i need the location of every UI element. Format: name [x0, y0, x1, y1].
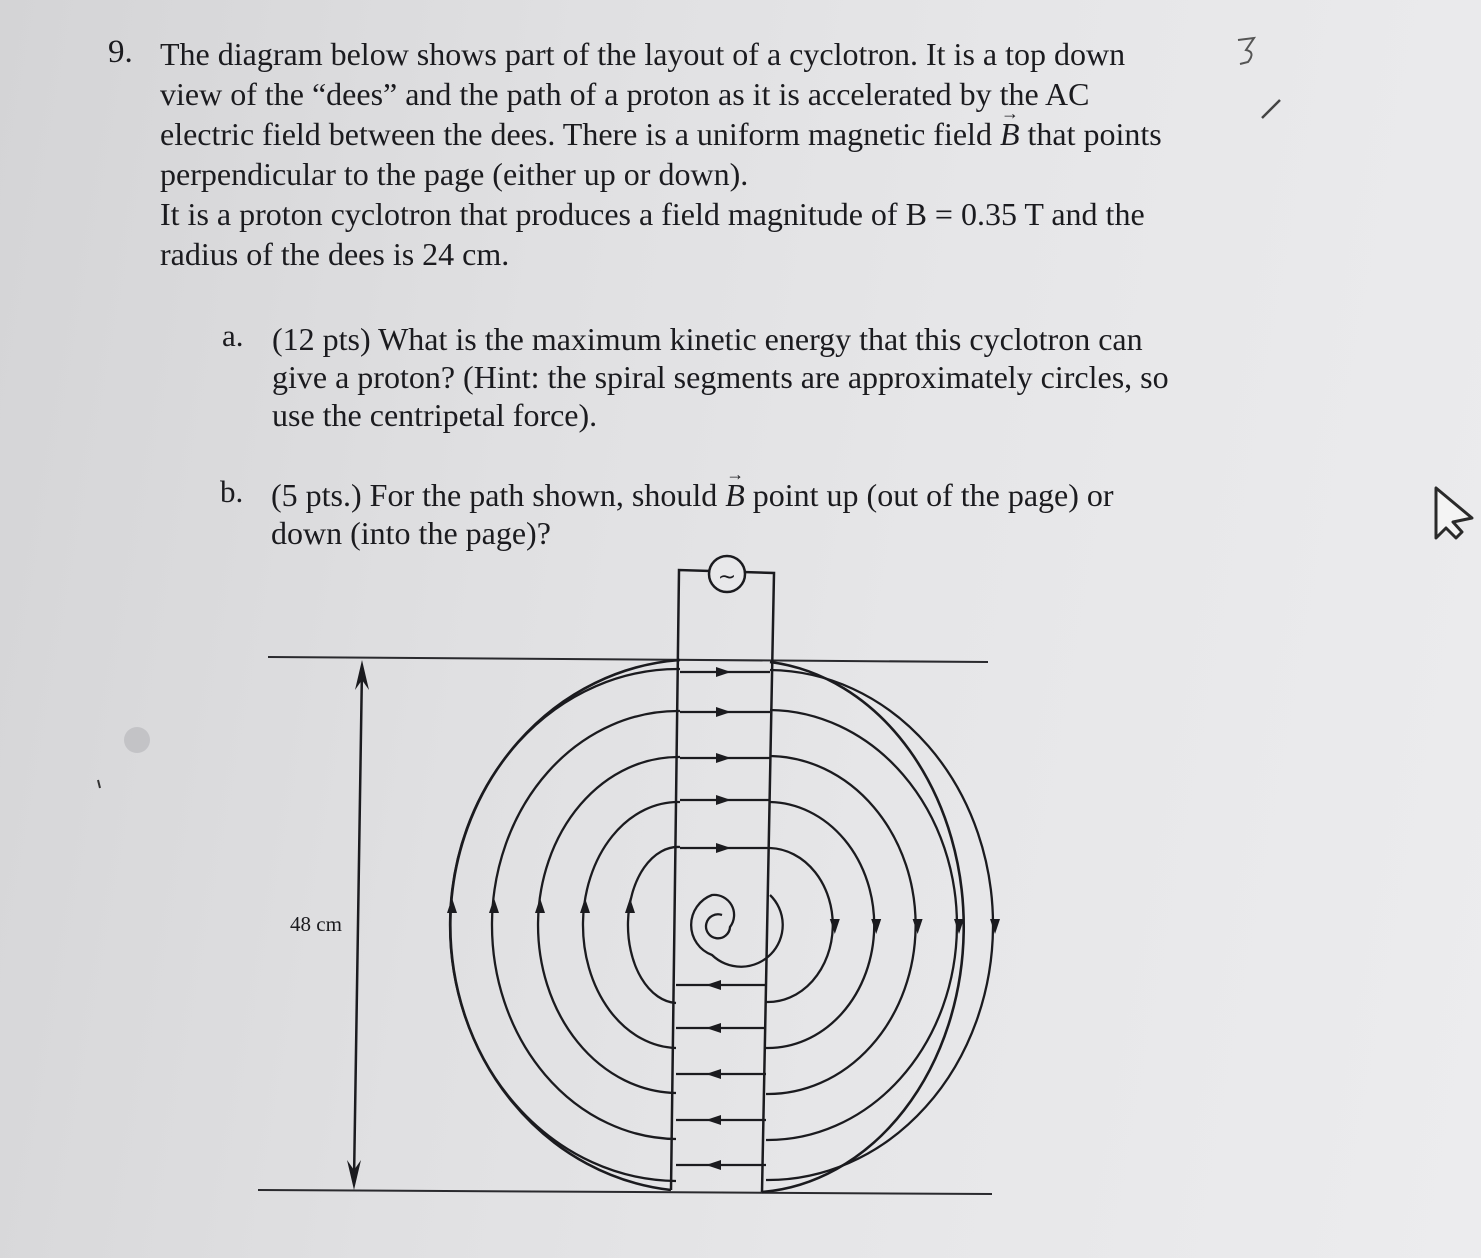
gap-arrow-right	[716, 707, 731, 717]
cursor-arrow-icon	[1436, 488, 1472, 538]
question-line-5-tail: and the	[1051, 196, 1145, 232]
part-a-line-1: (12 pts) What is the maximum kinetic energy that this cyclotron can	[272, 321, 1143, 357]
path-arrow-down	[871, 919, 881, 934]
proton-path-spiral	[450, 669, 993, 1181]
path-arrow-up	[535, 898, 545, 913]
proton-path-arrows	[447, 667, 1000, 1170]
ac-source-symbol: ~	[717, 565, 737, 590]
pencil-tick	[98, 780, 100, 788]
path-arrow-up	[447, 898, 457, 913]
gap-arrow-left	[706, 1069, 721, 1079]
part-a-line-3: use the centripetal force).	[272, 397, 598, 433]
pencil-checkmark	[1262, 100, 1280, 118]
spiral-left-arc	[450, 669, 680, 1181]
question-number: 9.	[108, 34, 133, 70]
dee-gap-boundary	[671, 570, 774, 1192]
spiral-left-arc	[583, 802, 680, 1048]
path-arrow-up	[625, 898, 635, 913]
smudge-mark	[124, 727, 150, 753]
gap-arrow-left	[706, 1023, 721, 1033]
gap-arrow-right	[716, 795, 731, 805]
spiral-right-arc	[766, 756, 916, 1094]
spiral-left-arc	[492, 711, 680, 1139]
dimension-label: 48 cm	[290, 912, 342, 936]
b-vector-symbol: → B	[1000, 114, 1020, 154]
dimension-line	[354, 668, 362, 1180]
part-b-line-1-post: point up (out of the page) or	[752, 477, 1114, 513]
question-line-3-tail: that points	[1027, 116, 1162, 152]
path-arrow-down	[913, 919, 923, 934]
part-b-line-2: down (into the page)?	[271, 515, 551, 551]
question-line-3-text: electric field between the dees. There is a uniform magnetic field	[160, 116, 992, 152]
gap-arrow-right	[716, 843, 731, 853]
right-dee-outline	[762, 662, 964, 1192]
spiral-inner-curl	[691, 895, 783, 967]
left-dee-outline	[450, 660, 680, 1190]
gap-arrow-right	[716, 753, 731, 763]
part-a-line-2: give a proton? (Hint: the spiral segments are approximately circles, so	[272, 359, 1169, 395]
part-b-line-1-pre: (5 pts.) For the path shown, should	[271, 477, 718, 513]
path-arrow-down	[990, 919, 1000, 934]
path-arrow-up	[489, 898, 499, 913]
spiral-left-arc	[538, 757, 680, 1093]
spiral-right-arc	[766, 710, 957, 1140]
question-line-2: view of the “dees” and the path of a proton as it is accelerated by the AC	[160, 76, 1090, 112]
bottom-reference-line	[258, 1190, 992, 1194]
pencil-mark	[1238, 38, 1254, 64]
gap-arrow-left	[706, 980, 721, 990]
field-equation: B = 0.35 T	[905, 196, 1044, 232]
gap-arrow-right	[716, 667, 731, 677]
spiral-left-arc	[628, 847, 680, 1003]
question-line-5-text: It is a proton cyclotron that produces a field magnitude of	[160, 196, 898, 232]
gap-arrow-left	[706, 1115, 721, 1125]
question-line-1: The diagram below shows part of the layout of a cyclotron. It is a top down	[160, 36, 1126, 72]
gap-arrow-left	[706, 1160, 721, 1170]
path-arrow-up	[580, 898, 590, 913]
part-b-letter: b.	[220, 474, 244, 509]
spiral-right-arc	[766, 848, 833, 1002]
part-a-letter: a.	[222, 318, 244, 353]
question-line-4: perpendicular to the page (either up or down).	[160, 156, 749, 192]
b-vector-symbol-2: → B	[725, 476, 745, 514]
top-reference-line	[268, 657, 988, 662]
path-arrow-down	[830, 919, 840, 934]
question-line-6: radius of the dees is 24 cm.	[160, 236, 510, 272]
